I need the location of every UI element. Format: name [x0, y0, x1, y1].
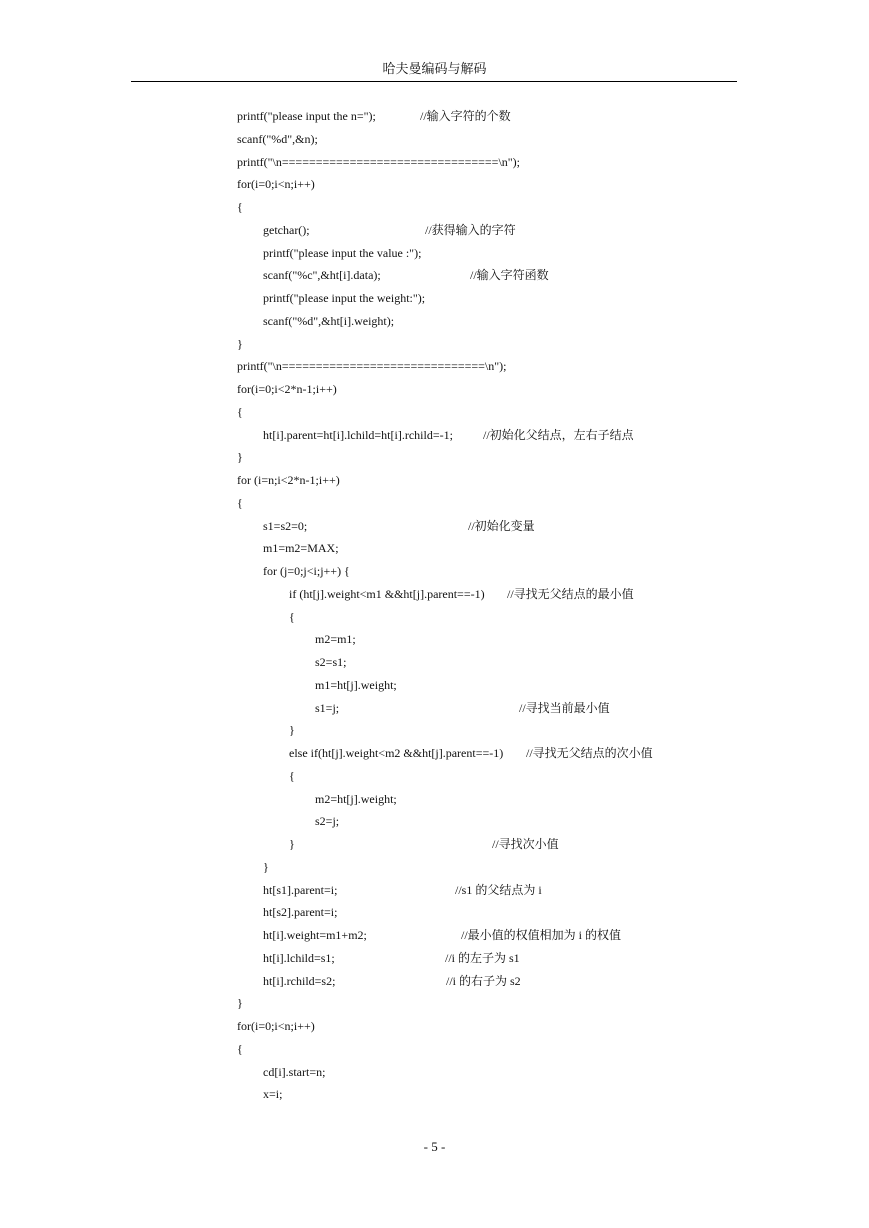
code-line: [237, 1015, 757, 1038]
code-listing: [237, 105, 757, 1106]
code-line: [237, 537, 757, 560]
code-comment: //获得输入的字符: [425, 222, 516, 237]
code-text: ht[i].parent=ht[i].lchild=ht[i].rchild=-1;: [263, 427, 453, 442]
code-line: [237, 1038, 757, 1061]
code-text: scanf("%d",&n);: [237, 131, 318, 146]
code-text: {: [237, 404, 243, 419]
code-text: printf("\n==============================\n");: [237, 359, 507, 374]
code-text: for (i=n;i<2*n-1;i++): [237, 473, 340, 487]
code-text: printf("please input the value :");: [263, 245, 422, 260]
code-line: [237, 970, 757, 993]
code-text: m1=ht[j].weight;: [315, 677, 397, 692]
code-text: s1=s2=0;: [263, 518, 308, 533]
page-number: - 5 -: [423, 1139, 446, 1154]
code-line: [237, 105, 757, 128]
code-line: [237, 446, 757, 469]
code-line: [237, 196, 757, 219]
code-line: [237, 947, 757, 970]
code-text: for(i=0;i<2*n-1;i++): [237, 382, 337, 396]
code-line: [237, 264, 757, 287]
code-text: for (j=0;j<i;j++) {: [263, 564, 350, 578]
code-text: }: [237, 336, 243, 351]
code-line: [237, 719, 757, 742]
code-line: [237, 810, 757, 833]
code-line: [237, 424, 757, 447]
code-line: [237, 651, 757, 674]
code-text: }: [237, 450, 243, 465]
code-text: scanf("%c",&ht[i].data);: [263, 268, 381, 283]
code-line: [237, 1061, 757, 1084]
code-line: [237, 788, 757, 811]
code-text: {: [237, 200, 243, 214]
code-line: [237, 219, 757, 242]
code-comment: //初始化父结点，左右子结点: [483, 427, 634, 442]
code-text: for(i=0;i<n;i++): [237, 1019, 315, 1033]
code-text: s1=j;: [315, 700, 340, 715]
code-line: [237, 287, 757, 310]
code-line: [237, 924, 757, 947]
code-line: [237, 469, 757, 492]
code-line: [237, 378, 757, 401]
code-comment: //i 的左子为 s1: [445, 950, 520, 965]
code-text: {: [289, 609, 295, 624]
code-line: [237, 560, 757, 583]
code-text: x=i;: [263, 1087, 283, 1102]
code-text: if (ht[j].weight<m1 &&ht[j].parent==-1): [289, 586, 485, 601]
code-line: [237, 628, 757, 651]
code-text: }: [289, 837, 295, 851]
code-line: [237, 173, 757, 196]
code-text: ht[i].rchild=s2;: [263, 973, 336, 988]
code-text: m2=ht[j].weight;: [315, 791, 397, 806]
code-comment: //初始化变量: [468, 518, 535, 533]
code-line: [237, 879, 757, 902]
code-line: [237, 401, 757, 424]
code-text: s2=j;: [315, 814, 340, 829]
code-line: [237, 242, 757, 265]
code-text: }: [289, 723, 295, 738]
code-text: }: [237, 996, 243, 1011]
code-text: {: [237, 495, 243, 510]
code-comment: //寻找当前最小值: [519, 700, 610, 715]
code-line: [237, 583, 757, 606]
code-text: scanf("%d",&ht[i].weight);: [263, 313, 395, 328]
code-text: printf("please input the n=");: [237, 109, 376, 123]
code-line: [237, 515, 757, 538]
code-line: [237, 992, 757, 1015]
code-comment: //寻找无父结点的最小值: [507, 586, 634, 601]
code-line: [237, 901, 757, 924]
code-line: [237, 606, 757, 629]
code-text: cd[i].start=n;: [263, 1064, 326, 1079]
code-text: ht[s1].parent=i;: [263, 882, 338, 897]
code-line: [237, 765, 757, 788]
code-line: [237, 742, 757, 765]
code-comment: //i 的右子为 s2: [446, 973, 521, 988]
code-line: [237, 833, 757, 856]
page-header: 哈夫曼编码与解码: [382, 61, 487, 76]
code-text: ht[s2].parent=i;: [263, 905, 338, 920]
code-comment: //输入字符的个数: [420, 109, 511, 123]
code-line: [237, 151, 757, 174]
code-line: [237, 697, 757, 720]
code-text: for(i=0;i<n;i++): [237, 177, 315, 192]
code-line: [237, 310, 757, 333]
code-comment: //输入字符函数: [470, 268, 549, 283]
code-line: [237, 674, 757, 697]
header-rule: [131, 81, 737, 82]
code-text: ht[i].lchild=s1;: [263, 950, 335, 965]
code-text: {: [289, 768, 295, 783]
code-line: [237, 856, 757, 879]
code-comment: //最小值的权值相加为 i 的权值: [461, 928, 622, 942]
code-text: }: [263, 859, 269, 874]
code-text: else if(ht[j].weight<m2 &&ht[j].parent==-1): [289, 746, 504, 760]
code-line: [237, 128, 757, 151]
code-text: ht[i].weight=m1+m2;: [263, 928, 367, 942]
code-comment: //寻找次小值: [492, 837, 559, 851]
code-text: printf("\n================================\n");: [237, 154, 521, 169]
code-text: {: [237, 1041, 243, 1056]
code-text: getchar();: [263, 222, 310, 237]
code-line: [237, 1083, 757, 1106]
code-line: [237, 355, 757, 378]
code-text: s2=s1;: [315, 655, 347, 669]
code-text: m1=m2=MAX;: [263, 541, 339, 556]
code-comment: //寻找无父结点的次小值: [526, 746, 653, 760]
code-line: [237, 492, 757, 515]
code-line: [237, 333, 757, 356]
code-text: m2=m1;: [315, 632, 356, 647]
code-text: printf("please input the weight:");: [263, 291, 426, 305]
code-comment: //s1 的父结点为 i: [455, 882, 542, 897]
